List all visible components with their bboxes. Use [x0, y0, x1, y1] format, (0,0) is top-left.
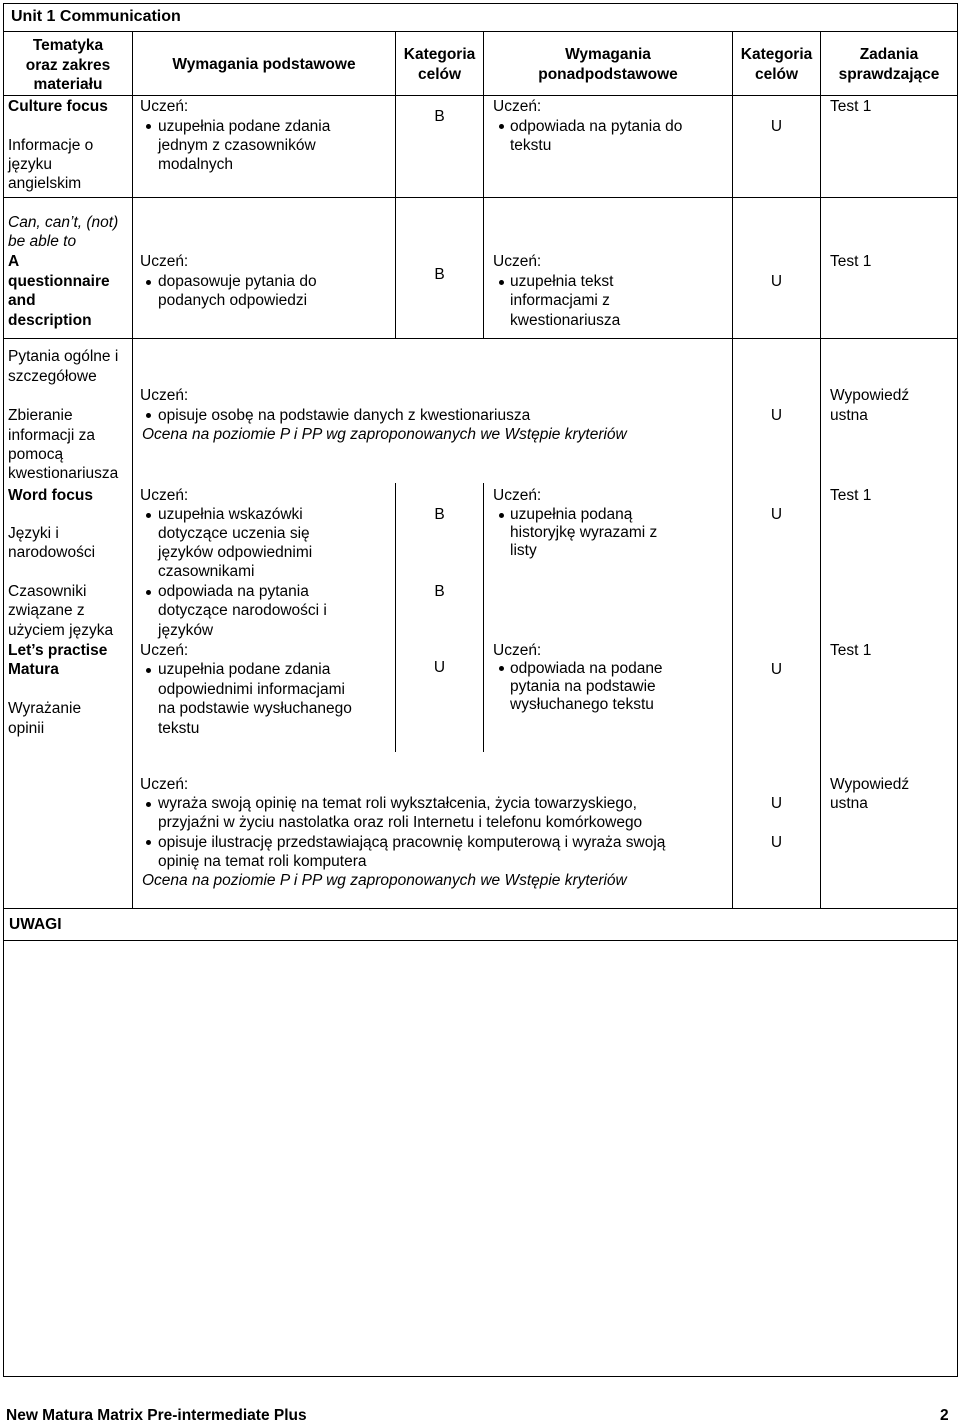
bullet-icon — [499, 280, 504, 285]
row4-basic-item: czasownikami — [158, 563, 255, 580]
row4-ext-item: historyjkę wyrazami z — [510, 524, 658, 541]
row2-topic-title: A — [8, 253, 20, 270]
bullet-icon — [146, 413, 151, 418]
row2-ext-label: Uczeń: — [493, 253, 542, 270]
row6-note: Ocena na poziomie P i PP wg zaproponowanych we Wstępie kryteriów — [142, 872, 627, 889]
row4-category-1: B — [434, 506, 445, 523]
header-line: Zadania — [859, 46, 919, 63]
row1-category-2: U — [770, 118, 783, 135]
bullet-icon — [146, 280, 151, 285]
row1-basic-item: modalnych — [158, 156, 233, 173]
bullet-icon — [499, 124, 504, 129]
row1-category-1: B — [434, 108, 445, 125]
row3-label: Uczeń: — [140, 387, 189, 404]
header-category-1 — [396, 45, 483, 84]
row5-task: Test 1 — [830, 642, 872, 659]
row1-basic-item: uzupełnia podane zdania — [158, 118, 331, 135]
unit-title: Unit 1 Communication — [11, 8, 181, 25]
header-basic: Wymagania podstawowe — [172, 56, 356, 73]
row4-ext-label: Uczeń: — [493, 487, 542, 504]
row4-category-2: U — [770, 506, 783, 523]
row2-topic-italic: be able to — [8, 233, 77, 250]
bullet-icon — [146, 124, 151, 129]
row4-basic-label: Uczeń: — [140, 487, 189, 504]
row5-category-2: U — [770, 661, 783, 678]
header-topic — [4, 36, 132, 95]
row6-item: wyraża swoją opinię na temat roli wykształcenia, życia towarzyskiego, — [158, 795, 637, 812]
row1-topic-line: angielskim — [8, 175, 82, 192]
row6-label: Uczeń: — [140, 776, 189, 793]
row4-topic-line: związane z — [8, 602, 85, 619]
row1-ext-label: Uczeń: — [493, 98, 542, 115]
row5-ext-item: odpowiada na podane — [510, 660, 663, 677]
row4-task: Test 1 — [830, 487, 872, 504]
row3-task: Wypowiedź — [830, 387, 910, 404]
header-line: Wymagania — [565, 46, 651, 63]
row6-task: Wypowiedź — [830, 776, 910, 793]
header-line: ponadpodstawowe — [538, 65, 678, 83]
row5-basic-item: tekstu — [158, 720, 200, 737]
bullet-icon — [146, 513, 151, 518]
row1-topic-title: Culture focus — [8, 98, 108, 115]
bullet-icon — [146, 802, 151, 807]
row2-basic-label: Uczeń: — [140, 253, 189, 270]
row3-topic-line: informacji za — [8, 427, 95, 444]
row4-basic-item: języków — [158, 622, 214, 639]
row3-task: ustna — [830, 407, 868, 424]
remarks-heading: UWAGI — [9, 916, 62, 933]
row6-category-2: U — [770, 834, 783, 851]
row5-topic-title: Let’s practise — [8, 642, 108, 659]
row6-item: opisuje ilustrację przedstawiającą pracownię komputerową i wyraża swoją — [158, 834, 666, 851]
row5-basic-item: uzupełnia podane zdania — [158, 661, 331, 678]
header-extended — [484, 45, 732, 84]
page-number: 2 — [940, 1407, 949, 1424]
row3-category-2: U — [770, 407, 783, 424]
bullet-icon — [499, 513, 504, 518]
row1-ext-item: tekstu — [510, 137, 552, 154]
row5-topic-title: Matura — [8, 661, 59, 678]
row4-topic-title: Word focus — [8, 487, 93, 504]
header-line: Kategoria — [740, 46, 813, 63]
row2-topic-title: and — [8, 292, 36, 309]
header-topic-line: Tematyka — [32, 37, 104, 54]
row3-note: Ocena na poziomie P i PP wg zaproponowanych we Wstępie kryteriów — [142, 426, 627, 443]
row4-category-1: B — [434, 583, 445, 600]
row4-basic-item: dotyczące narodowości i — [158, 602, 327, 619]
row4-ext-item: listy — [510, 542, 537, 559]
bullet-icon — [146, 840, 151, 845]
bullet-icon — [146, 668, 151, 673]
row5-basic-item: odpowiednimi informacjami — [158, 681, 345, 698]
row5-category-1: U — [433, 659, 446, 676]
row1-topic-line: Informacje o — [8, 137, 94, 154]
header-line: celów — [754, 65, 799, 83]
header-line: celów — [417, 65, 462, 83]
row1-ext-item: odpowiada na pytania do — [510, 118, 683, 135]
row2-basic-item: podanych odpowiedzi — [158, 292, 308, 309]
row6-category-2: U — [770, 795, 783, 812]
header-topic-line: oraz zakres — [25, 56, 111, 74]
header-category-2 — [733, 45, 820, 84]
row5-basic-label: Uczeń: — [140, 642, 189, 659]
row3-topic-line: Zbieranie — [8, 407, 73, 424]
row6-task: ustna — [830, 795, 868, 812]
bullet-icon — [499, 666, 504, 671]
row5-topic-line: opinii — [8, 720, 45, 737]
footer-book-title: New Matura Matrix Pre-intermediate Plus — [6, 1407, 307, 1424]
row2-ext-item: informacjami z — [510, 292, 610, 309]
row4-topic-line: użyciem języka — [8, 622, 114, 639]
row4-basic-item: uzupełnia wskazówki — [158, 506, 303, 523]
row5-topic-line: Wyrażanie — [8, 700, 82, 717]
row4-basic-item: odpowiada na pytania — [158, 583, 309, 600]
bullet-icon — [146, 590, 151, 595]
row3-topic-line: kwestionariusza — [8, 465, 119, 482]
row4-topic-line: Języki i — [8, 525, 59, 542]
row2-topic-title: questionnaire — [8, 273, 110, 290]
row4-basic-item: języków odpowiednimi — [158, 544, 313, 561]
row2-ext-item: kwestionariusza — [510, 312, 621, 329]
row3-item: opisuje osobę na podstawie danych z kwestionariusza — [158, 407, 531, 424]
row5-ext-item: wysłuchanego tekstu — [510, 696, 654, 713]
row5-basic-item: na podstawie wysłuchanego — [158, 700, 352, 717]
row2-ext-item: uzupełnia tekst — [510, 273, 614, 290]
row2-task: Test 1 — [830, 253, 872, 270]
row2-category-2: U — [770, 273, 783, 290]
row4-ext-item: uzupełnia podaną — [510, 506, 633, 523]
header-line: Kategoria — [403, 46, 476, 63]
row5-ext-label: Uczeń: — [493, 642, 542, 659]
row2-category-1: B — [434, 266, 445, 283]
header-topic-line: materiału — [33, 76, 103, 93]
row4-basic-item: dotyczące uczenia się — [158, 525, 310, 542]
row3-topic-line: pomocą — [8, 446, 64, 463]
row5-ext-item: pytania na podstawie — [510, 678, 656, 695]
row6-item: przyjaźni w życiu nastolatka oraz roli Internetu i telefonu komórkowego — [158, 814, 643, 831]
header-line: sprawdzające — [838, 65, 940, 83]
row6-item: opinię na temat roli komputera — [158, 853, 367, 870]
row1-topic-line: języku — [8, 156, 52, 173]
row4-topic-line: Czasowniki — [8, 583, 87, 600]
row1-basic-item: jednym z czasowników — [158, 137, 316, 154]
row1-task: Test 1 — [830, 98, 872, 115]
row2-topic-italic: Can, can’t, (not) — [8, 214, 119, 231]
row3-topic-line: Pytania ogólne i — [8, 348, 119, 365]
remarks-area[interactable] — [4, 941, 957, 1376]
row4-topic-line: narodowości — [8, 544, 96, 561]
row3-topic-line: szczegółowe — [8, 368, 97, 385]
header-tasks — [821, 45, 957, 84]
row2-topic-title: description — [8, 312, 92, 329]
row2-basic-item: dopasowuje pytania do — [158, 273, 317, 290]
row1-basic-label: Uczeń: — [140, 98, 189, 115]
